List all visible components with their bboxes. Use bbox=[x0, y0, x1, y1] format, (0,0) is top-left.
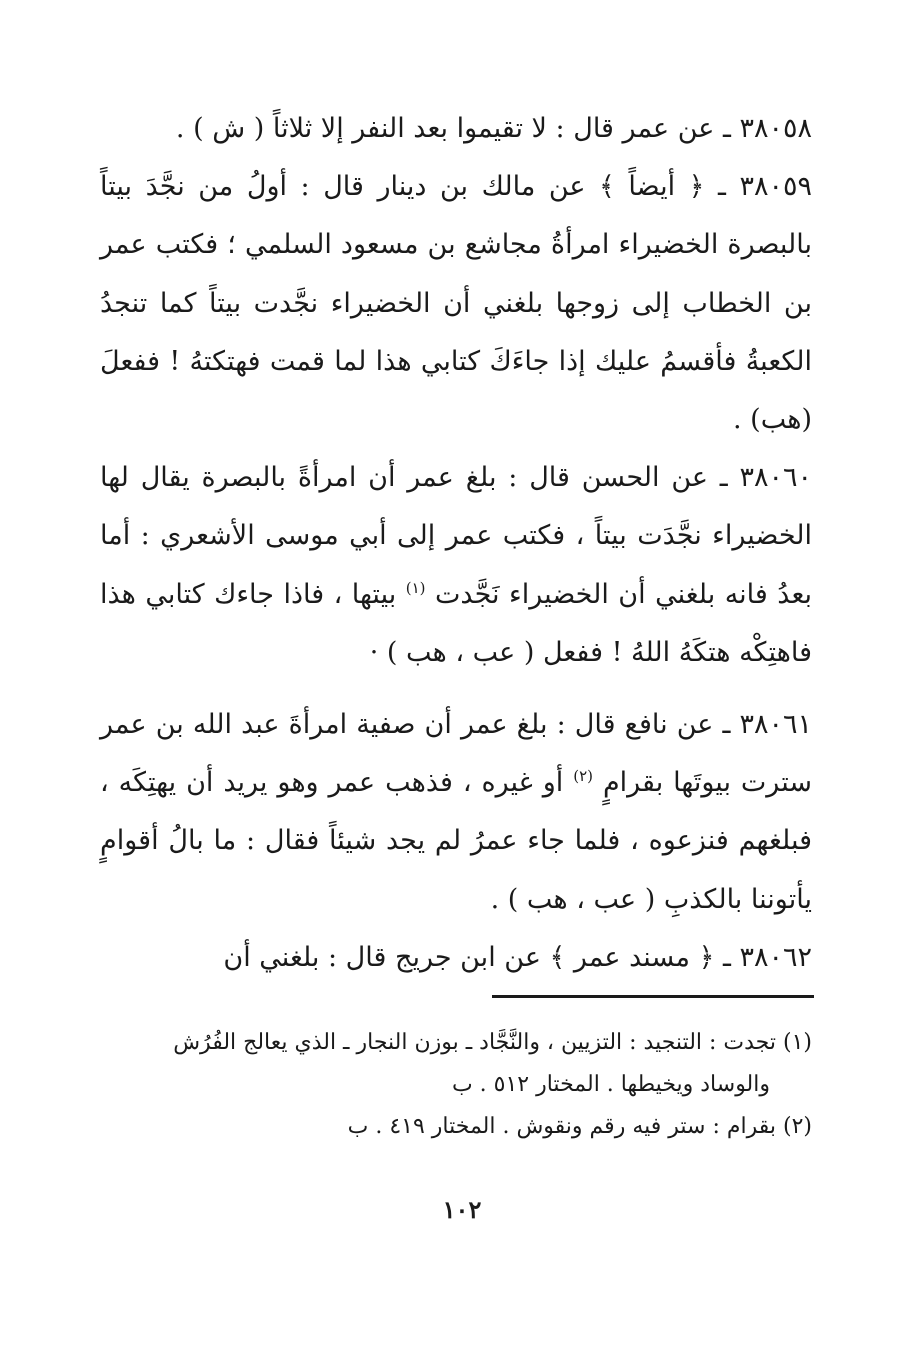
hadith-text: ٣٨٠٥٩ ـ ﴿ أيضاً ﴾ عن مالك بن دينار قال : أولُ من نجَّدَ بيتاً بالبصرة الخضيراء امرأةُ مجاشع بن مسعود السلمي ؛ فكتب عمر بن الخطاب إلى زوجها بلغني أن الخضيراء نجَّدت بيتاً كما تنجدُ الكعبةُ فأقسمُ عليك إذا جاءَكَ كتابي هذا لما قمت فهتكتهُ ! ففعلَ (هب) . bbox=[100, 171, 812, 436]
footnote-1: (١) تجدت : التنجيد : التزيين ، والنَّجَّاد ـ بوزن النجار ـ الذي يعالج الفُرُش والوساد ويخيطها . المختار ٥١٢ . ب bbox=[173, 1030, 812, 1097]
hadith-38060 bbox=[100, 449, 812, 682]
footnote-separator bbox=[492, 995, 814, 998]
footnote-marker-1: (١) bbox=[405, 578, 426, 597]
main-text bbox=[100, 100, 812, 987]
hadith-text-continued: بيتها ، فاذا جاءك كتابي هذا فاهتِكْه هتكَهُ اللهُ ! ففعل ( عب ، هب ) · bbox=[100, 578, 812, 668]
footnote-2: (٢) بقرام : ستر فيه رقم ونقوش . المختار ٤١٩ . ب bbox=[347, 1114, 812, 1139]
hadith-38062 bbox=[100, 929, 812, 987]
hadith-text: ٣٨٠٥٨ ـ عن عمر قال : لا تقيموا بعد النفر إلا ثلاثاً ( ش ) . bbox=[175, 113, 812, 144]
page-number: ١٠٢ bbox=[442, 1195, 482, 1224]
hadith-38058 bbox=[100, 100, 812, 158]
hadith-text: ٣٨٠٦٢ ـ ﴿ مسند عمر ﴾ عن ابن جريج قال : بلغني أن bbox=[223, 941, 812, 973]
hadith-38061 bbox=[100, 696, 812, 929]
hadith-text: ٣٨٠٦٠ ـ عن الحسن قال : بلغ عمر أن امرأةً بالبصرة يقال لها الخضيراء نجَّدَت بيتاً ، فكتب عمر إلى أبي موسى الأشعري : أما بعدُ فانه بلغني أن الخضيراء نَجَّدت bbox=[100, 462, 813, 610]
footnote-marker-2: (٢) bbox=[573, 767, 593, 786]
footnotes bbox=[100, 1022, 812, 1148]
hadith-text: ٣٨٠٦١ ـ عن نافع قال : بلغ عمر أن صفية امرأةَ عبد الله بن عمر سترت بيوتَها بقرامٍ bbox=[100, 709, 812, 799]
hadith-text-continued: أو غيره ، فذهب عمر وهو يريد أن يهتِكَه ، فبلغهم فنزعوه ، فلما جاء عمرُ لم يجد شيئاً فقال : ما بالُ أقوامٍ يأتوننا بالكذبِ ( عب ، هب ) . bbox=[100, 767, 812, 915]
hadith-38059 bbox=[100, 158, 812, 449]
